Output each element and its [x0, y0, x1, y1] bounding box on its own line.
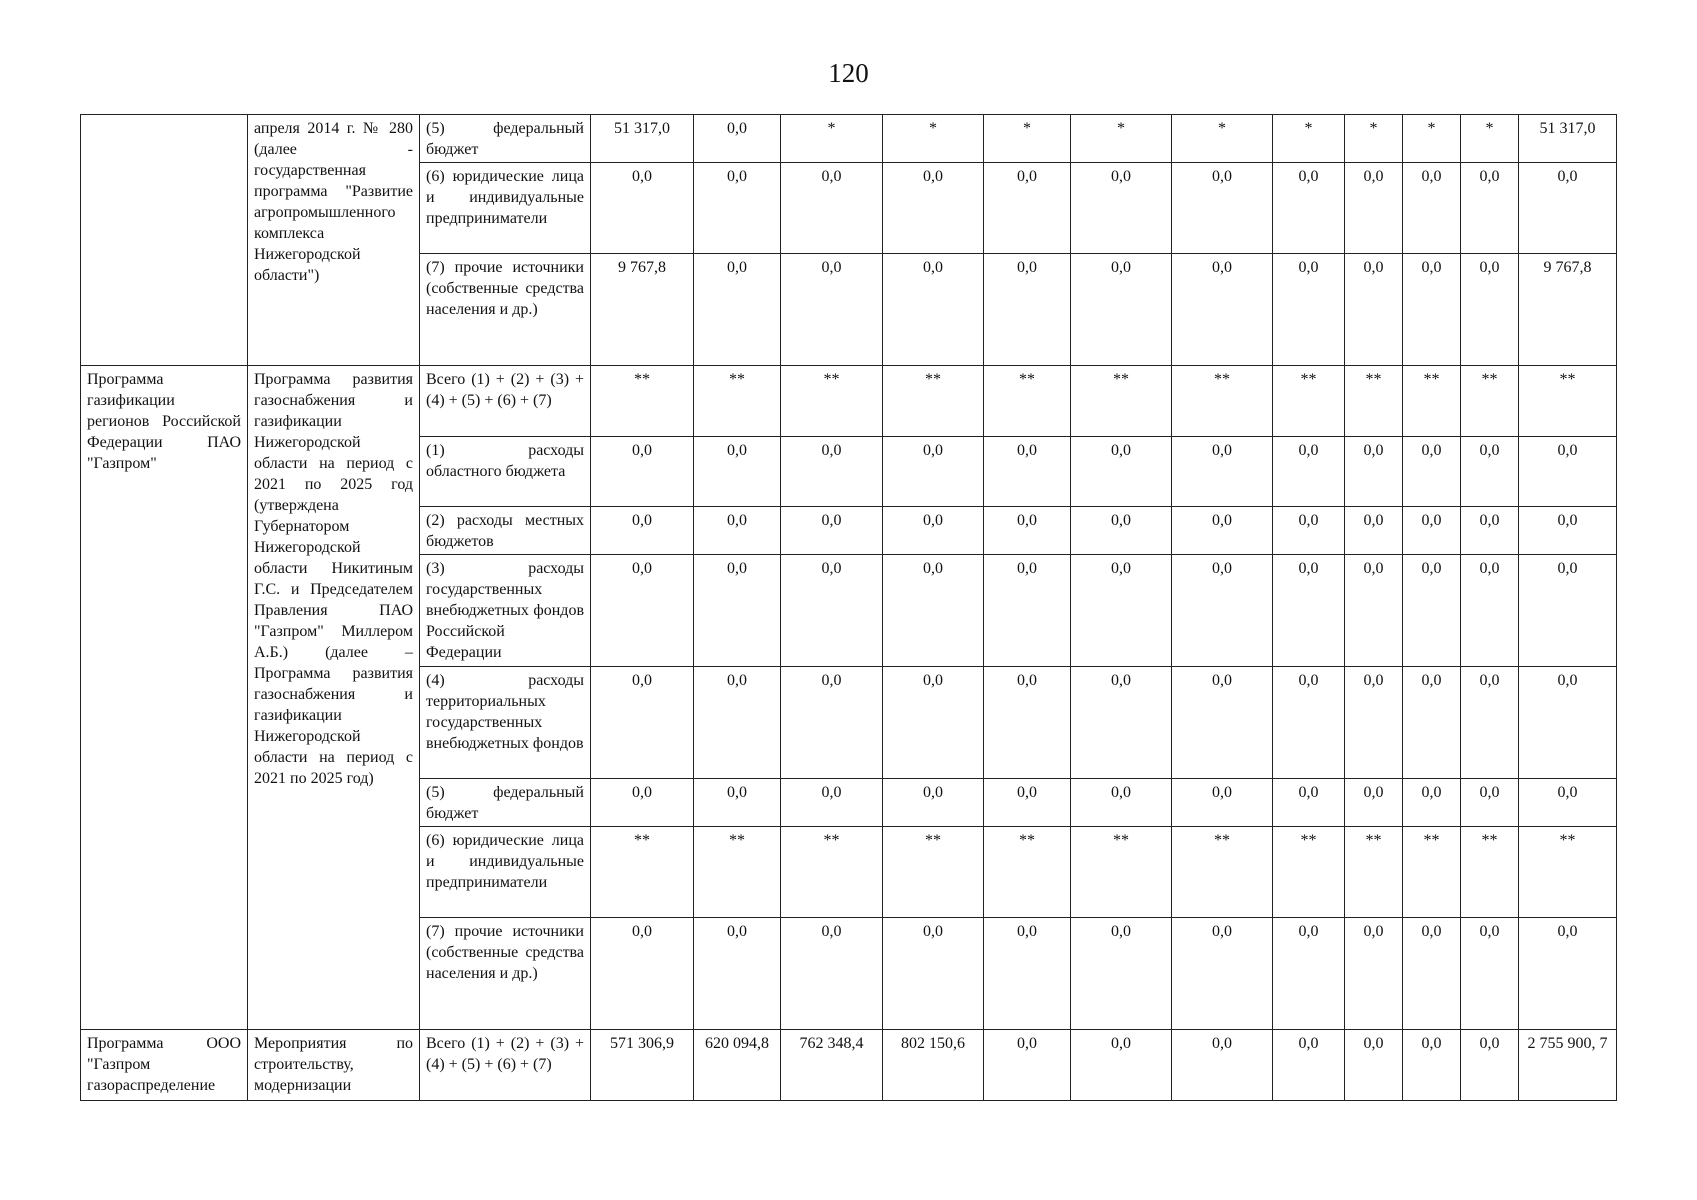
value-cell: 0,0 — [1172, 507, 1273, 555]
value-cell: * — [1403, 115, 1461, 163]
value-cell: ** — [1403, 366, 1461, 437]
value-cell: 0,0 — [591, 163, 694, 254]
value-cell: 9 767,8 — [591, 254, 694, 366]
value-cell: 0,0 — [1461, 779, 1519, 827]
value-cell: 0,0 — [1519, 555, 1617, 667]
value-cell: * — [781, 115, 883, 163]
value-cell: 0,0 — [883, 918, 984, 1030]
value-cell: ** — [1273, 366, 1345, 437]
value-cell: 0,0 — [883, 779, 984, 827]
value-cell: ** — [1403, 827, 1461, 918]
funding-source-cell: (4) расходы территориальных государственных внебюджетных фондов — [420, 667, 591, 779]
value-cell: 0,0 — [1461, 163, 1519, 254]
value-cell: 0,0 — [1172, 1030, 1273, 1101]
value-cell: 802 150,6 — [883, 1030, 984, 1101]
table-row — [81, 115, 1617, 163]
value-cell: 620 094,8 — [694, 1030, 781, 1101]
value-cell: 0,0 — [984, 507, 1071, 555]
value-cell: 0,0 — [1403, 555, 1461, 667]
value-cell: 0,0 — [1345, 1030, 1403, 1101]
table-row — [81, 366, 1617, 437]
value-cell: ** — [1519, 827, 1617, 918]
funding-source-cell: (1) расходы областного бюджета — [420, 437, 591, 507]
funding-source-cell: Всего (1) + (2) + (3) + (4) + (5) + (6) + (7) — [420, 1030, 591, 1101]
program-document-cell: Программа развития газоснабжения и газификации Нижегородской области на период с 2021 по 2025 год (утверждена Губернатором Нижегородской области Никитиным Г.С. и Председателем Правления ПАО "Газпром" Миллером А.Б.) (далее – Программа развития газоснабжения и газификации Нижегородской области на период с 2021 по 2025 год) — [248, 366, 420, 1030]
value-cell: * — [1071, 115, 1172, 163]
value-cell: * — [1345, 115, 1403, 163]
value-cell: 0,0 — [781, 667, 883, 779]
value-cell: 0,0 — [1403, 918, 1461, 1030]
value-cell: 0,0 — [591, 507, 694, 555]
value-cell: 0,0 — [1273, 437, 1345, 507]
funding-source-cell: (5) федеральный бюджет — [420, 779, 591, 827]
value-cell: * — [984, 115, 1071, 163]
value-cell: 0,0 — [1172, 918, 1273, 1030]
value-cell: 0,0 — [591, 555, 694, 667]
value-cell: 0,0 — [984, 163, 1071, 254]
value-cell: 0,0 — [883, 437, 984, 507]
value-cell: 762 348,4 — [781, 1030, 883, 1101]
value-cell: ** — [1071, 366, 1172, 437]
value-cell: 0,0 — [1071, 667, 1172, 779]
program-name-cell: Программа газификации регионов Российской Федерации ПАО "Газпром" — [81, 366, 248, 1030]
value-cell: 0,0 — [1461, 667, 1519, 779]
value-cell: 0,0 — [1071, 507, 1172, 555]
funding-source-cell: (3) расходы государственных внебюджетных фондов Российской Федерации — [420, 555, 591, 667]
value-cell: 0,0 — [1519, 667, 1617, 779]
value-cell: 0,0 — [984, 667, 1071, 779]
value-cell: 0,0 — [694, 163, 781, 254]
value-cell: 0,0 — [1273, 1030, 1345, 1101]
value-cell: ** — [1273, 827, 1345, 918]
value-cell: 0,0 — [984, 779, 1071, 827]
value-cell: ** — [1461, 827, 1519, 918]
value-cell: 0,0 — [781, 507, 883, 555]
value-cell: 0,0 — [984, 437, 1071, 507]
value-cell: 0,0 — [781, 254, 883, 366]
value-cell: 0,0 — [1345, 667, 1403, 779]
value-cell: ** — [1345, 366, 1403, 437]
value-cell: ** — [883, 366, 984, 437]
funding-source-cell: (7) прочие источники (собственные средства населения и др.) — [420, 918, 591, 1030]
value-cell: 0,0 — [1461, 1030, 1519, 1101]
value-cell: 0,0 — [1345, 779, 1403, 827]
value-cell: 0,0 — [781, 555, 883, 667]
value-cell: 0,0 — [1345, 507, 1403, 555]
value-cell: 0,0 — [1403, 1030, 1461, 1101]
value-cell: 0,0 — [1461, 507, 1519, 555]
value-cell: 0,0 — [1172, 437, 1273, 507]
value-cell: 0,0 — [1403, 779, 1461, 827]
value-cell: ** — [694, 366, 781, 437]
value-cell: 0,0 — [694, 779, 781, 827]
value-cell: 0,0 — [1172, 254, 1273, 366]
value-cell: * — [1172, 115, 1273, 163]
funding-source-cell: (7) прочие источники (собственные средства населения и др.) — [420, 254, 591, 366]
value-cell: ** — [984, 366, 1071, 437]
value-cell: 0,0 — [984, 254, 1071, 366]
value-cell: 0,0 — [781, 918, 883, 1030]
value-cell: 0,0 — [984, 1030, 1071, 1101]
value-cell: 0,0 — [694, 555, 781, 667]
funding-source-cell: (5) федеральный бюджет — [420, 115, 591, 163]
value-cell: 0,0 — [1519, 779, 1617, 827]
value-cell: 0,0 — [781, 437, 883, 507]
value-cell: 2 755 900, 7 — [1519, 1030, 1617, 1101]
value-cell: 0,0 — [694, 918, 781, 1030]
value-cell: 0,0 — [1403, 163, 1461, 254]
value-cell: 0,0 — [781, 779, 883, 827]
value-cell: 0,0 — [1172, 555, 1273, 667]
value-cell: 0,0 — [1172, 163, 1273, 254]
value-cell: 0,0 — [883, 254, 984, 366]
value-cell: 0,0 — [883, 555, 984, 667]
program-name-cell — [81, 115, 248, 366]
value-cell: 0,0 — [694, 667, 781, 779]
value-cell: 0,0 — [1273, 779, 1345, 827]
value-cell: ** — [883, 827, 984, 918]
value-cell: 0,0 — [1461, 555, 1519, 667]
funding-table-body — [81, 115, 1617, 1101]
value-cell: 0,0 — [883, 507, 984, 555]
value-cell: 0,0 — [1403, 667, 1461, 779]
value-cell: 0,0 — [883, 163, 984, 254]
value-cell: 0,0 — [1461, 918, 1519, 1030]
value-cell: 0,0 — [1345, 918, 1403, 1030]
value-cell: * — [1461, 115, 1519, 163]
value-cell: 0,0 — [984, 555, 1071, 667]
value-cell: 9 767,8 — [1519, 254, 1617, 366]
value-cell: 0,0 — [694, 254, 781, 366]
value-cell: 0,0 — [1273, 555, 1345, 667]
funding-table — [80, 114, 1617, 1101]
value-cell: 0,0 — [1403, 437, 1461, 507]
value-cell: 0,0 — [1172, 667, 1273, 779]
value-cell: 0,0 — [694, 115, 781, 163]
funding-source-cell: Всего (1) + (2) + (3) + (4) + (5) + (6) + (7) — [420, 366, 591, 437]
value-cell: 0,0 — [1519, 507, 1617, 555]
program-document-cell: апреля 2014 г. № 280 (далее - государственная программа "Развитие агропромышленного комплекса Нижегородской области") — [248, 115, 420, 366]
funding-source-cell: (2) расходы местных бюджетов — [420, 507, 591, 555]
value-cell: ** — [781, 366, 883, 437]
value-cell: ** — [1172, 366, 1273, 437]
value-cell: 0,0 — [1345, 437, 1403, 507]
value-cell: ** — [781, 827, 883, 918]
value-cell: 0,0 — [1519, 437, 1617, 507]
value-cell: 0,0 — [781, 163, 883, 254]
value-cell: 0,0 — [1071, 437, 1172, 507]
value-cell: 0,0 — [1273, 667, 1345, 779]
program-document-cell: Мероприятия по строительству, модернизации — [248, 1030, 420, 1101]
value-cell: * — [1273, 115, 1345, 163]
value-cell: 0,0 — [591, 779, 694, 827]
value-cell: 0,0 — [1345, 163, 1403, 254]
funding-source-cell: (6) юридические лица и индивидуальные предприниматели — [420, 163, 591, 254]
value-cell: ** — [1071, 827, 1172, 918]
page-number: 120 — [828, 58, 869, 88]
value-cell: ** — [694, 827, 781, 918]
value-cell: ** — [1519, 366, 1617, 437]
funding-source-cell: (6) юридические лица и индивидуальные предприниматели — [420, 827, 591, 918]
value-cell: 0,0 — [591, 667, 694, 779]
value-cell: 0,0 — [1071, 918, 1172, 1030]
value-cell: 0,0 — [1273, 163, 1345, 254]
value-cell: 0,0 — [1345, 555, 1403, 667]
value-cell: 0,0 — [694, 437, 781, 507]
value-cell: 0,0 — [1461, 437, 1519, 507]
value-cell: 0,0 — [1273, 918, 1345, 1030]
program-name-cell: Программа ООО "Газпром газораспределение — [81, 1030, 248, 1101]
value-cell: 0,0 — [1172, 779, 1273, 827]
table-row — [81, 1030, 1617, 1101]
value-cell: * — [883, 115, 984, 163]
value-cell: 0,0 — [1519, 163, 1617, 254]
value-cell: ** — [1461, 366, 1519, 437]
value-cell: ** — [1172, 827, 1273, 918]
value-cell: ** — [591, 366, 694, 437]
value-cell: 0,0 — [1403, 254, 1461, 366]
value-cell: 0,0 — [1071, 779, 1172, 827]
value-cell: 0,0 — [1071, 1030, 1172, 1101]
value-cell: 0,0 — [591, 918, 694, 1030]
value-cell: 51 317,0 — [591, 115, 694, 163]
value-cell: 0,0 — [1403, 507, 1461, 555]
value-cell: ** — [984, 827, 1071, 918]
value-cell: 0,0 — [1071, 555, 1172, 667]
value-cell: ** — [591, 827, 694, 918]
value-cell: 0,0 — [591, 437, 694, 507]
value-cell: 0,0 — [1071, 254, 1172, 366]
value-cell: 0,0 — [694, 507, 781, 555]
value-cell: 51 317,0 — [1519, 115, 1617, 163]
value-cell: 0,0 — [1461, 254, 1519, 366]
value-cell: 0,0 — [1345, 254, 1403, 366]
value-cell: 0,0 — [1519, 918, 1617, 1030]
value-cell: ** — [1345, 827, 1403, 918]
value-cell: 0,0 — [1071, 163, 1172, 254]
value-cell: 0,0 — [984, 918, 1071, 1030]
value-cell: 0,0 — [1273, 507, 1345, 555]
value-cell: 571 306,9 — [591, 1030, 694, 1101]
value-cell: 0,0 — [883, 667, 984, 779]
value-cell: 0,0 — [1273, 254, 1345, 366]
